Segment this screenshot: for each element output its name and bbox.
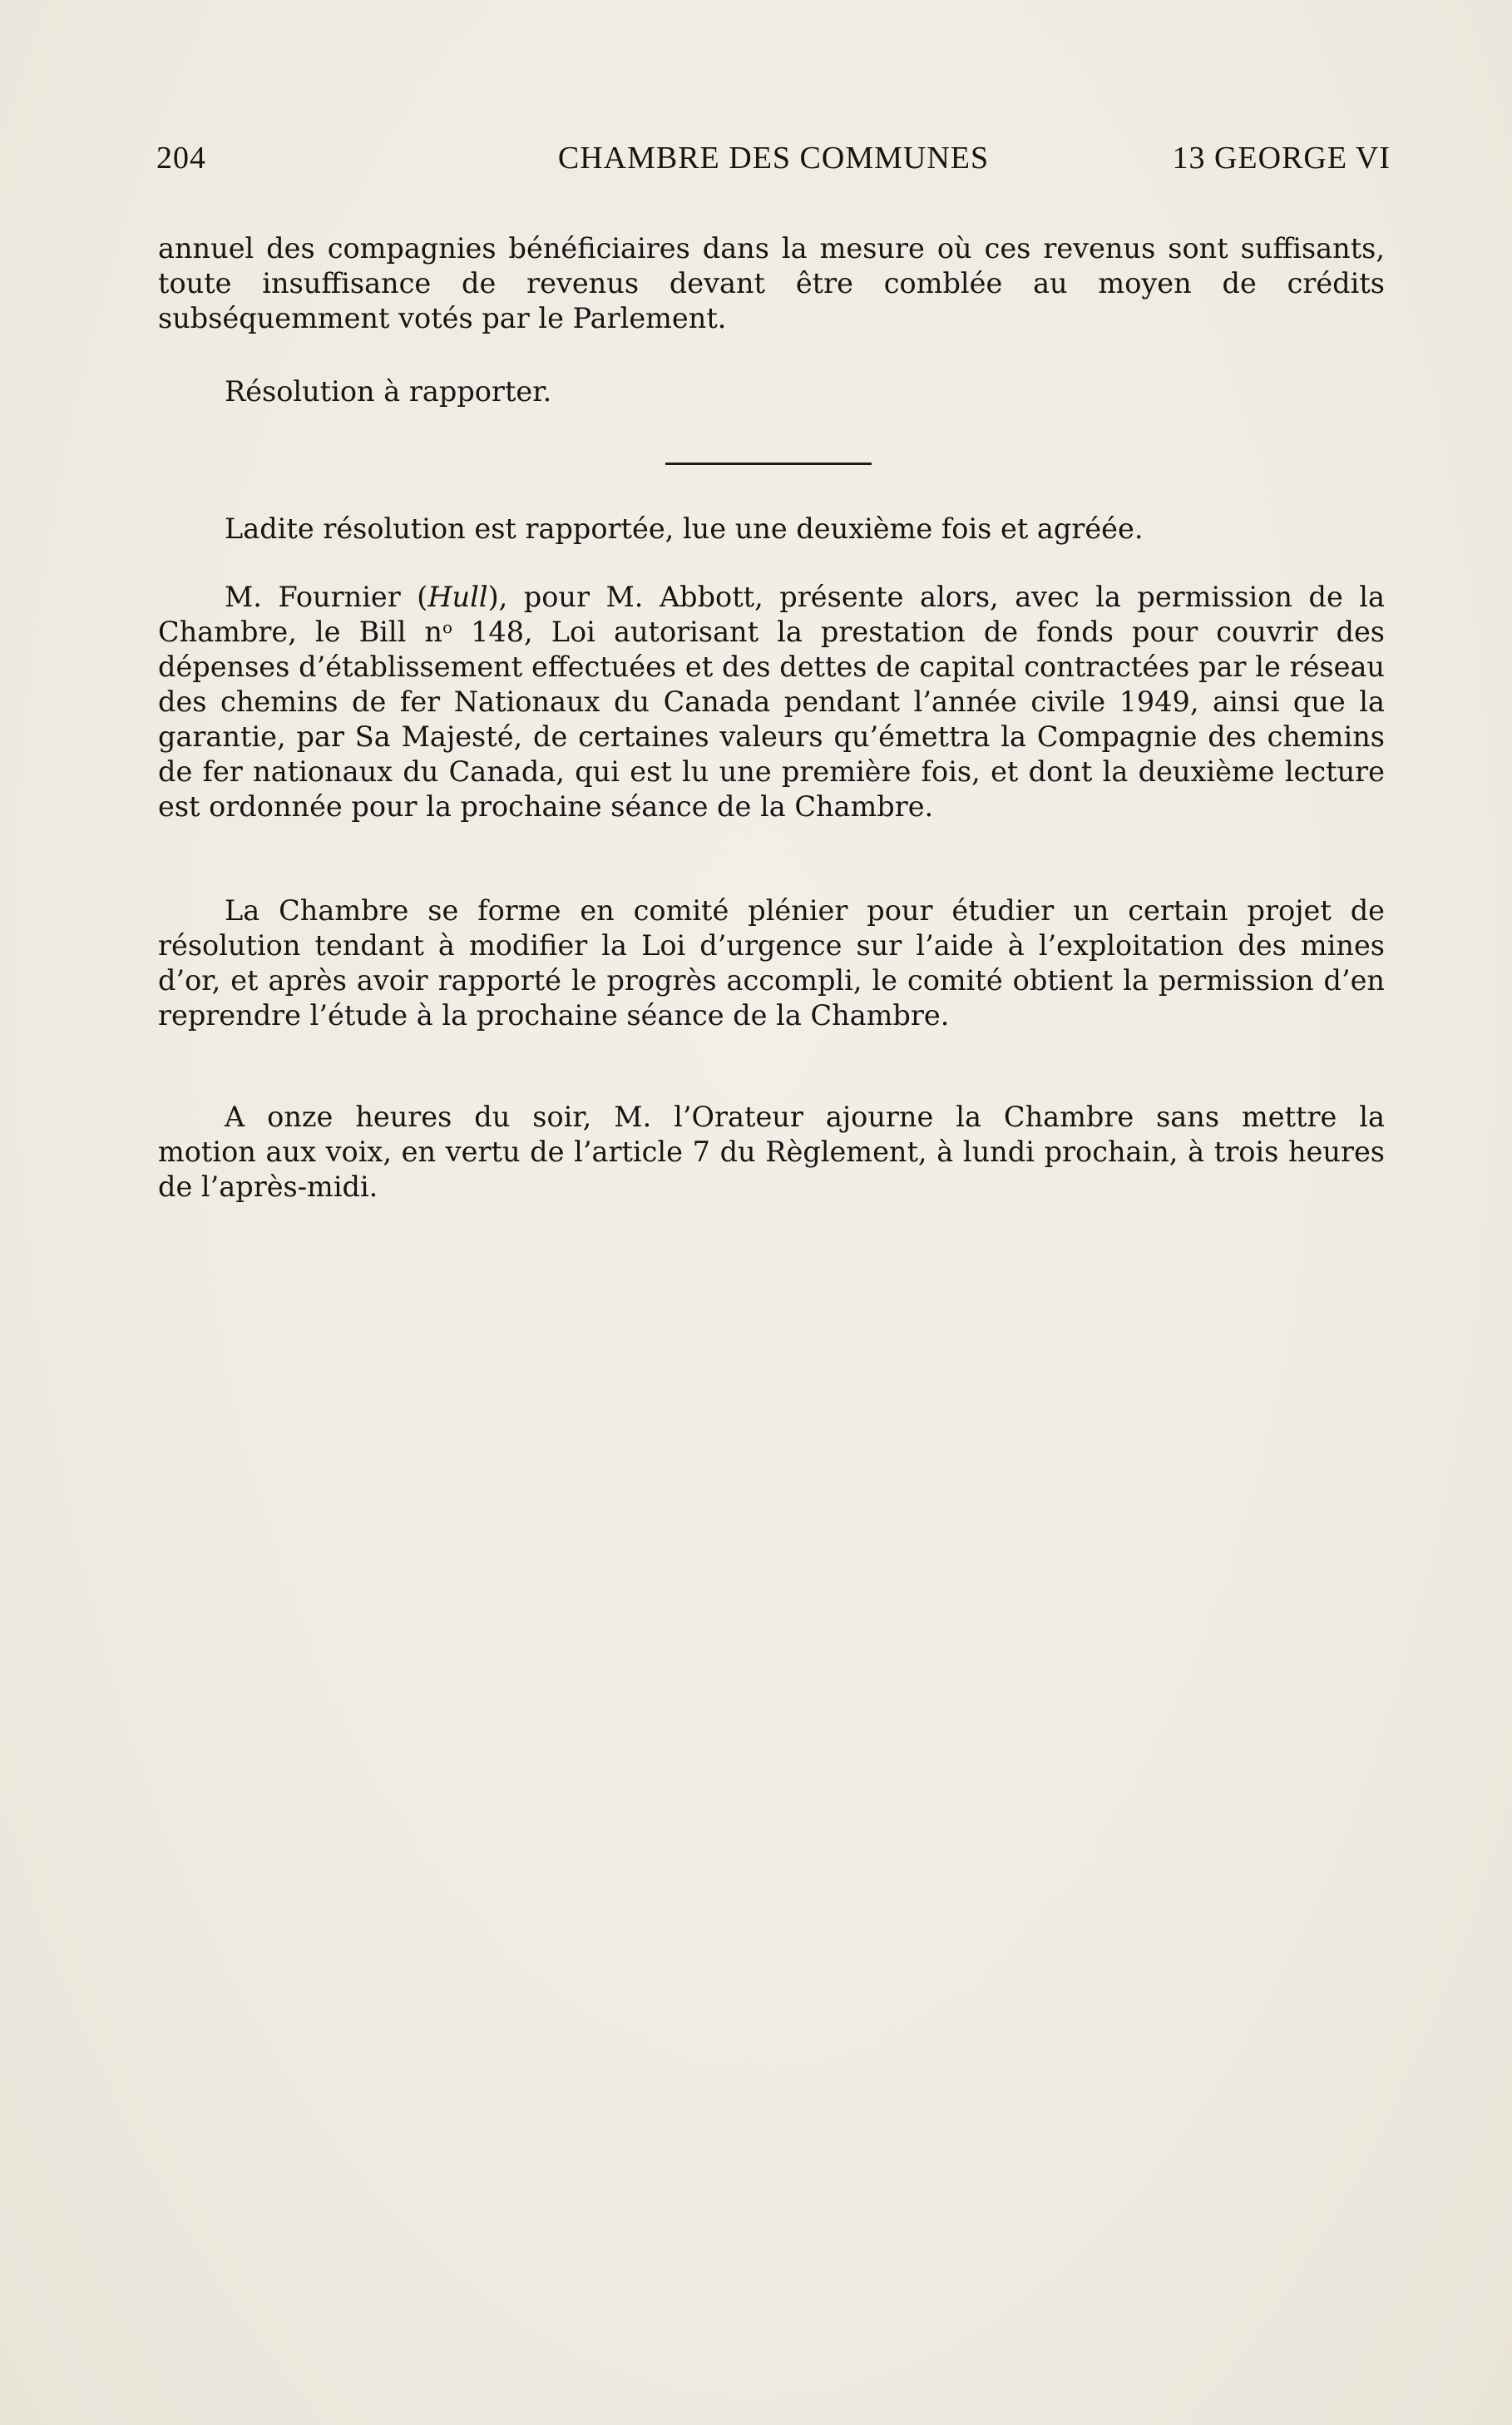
numero-superscript: o	[442, 617, 453, 637]
riding-name: Hull	[427, 581, 488, 613]
adjournment-first-line: A onze heures du soir, M. l’Orateur ajourne la Chambre sans mettre la	[225, 1101, 1385, 1133]
paragraph-resolution-adopted: Ladite résolution est rapportée, lue une deuxième fois et agréée.	[225, 512, 1144, 545]
page-number: 204	[156, 141, 206, 176]
bill-text-part: 148, Loi autorisant la prestation de fonds pour couvrir des dépenses d’établissement effectuées et des dettes de capital contractées par le réseau des chemins de fer Nationaux du Canada pendant l’année civile 1949, ainsi que la garantie, par Sa Majesté, de certaines valeurs qu’émettra la Compagnie des chemins de fer nationaux du Canada, qui est lu une première fois, et dont la deuxième lecture est ordonnée pour la prochaine séance de la Chambre.	[158, 616, 1386, 823]
page-header	[156, 140, 1391, 190]
paragraph-continuation: annuel des compagnies bénéficiaires dans la mesure où ces revenus sont suffisants, toute insuffisance de revenus devant être comblée au moyen de crédits subséquemment votés par le Parlement.	[158, 232, 1385, 334]
paragraph-adjournment	[158, 1100, 1385, 1205]
page-title: CHAMBRE DES COMMUNES	[557, 141, 990, 176]
paragraph-committee: La Chambre se forme en comité plénier pour étudier un certain projet de résolution tendant à modifier la Loi d’urgence sur l’aide à l’exploitation des mines d’or, et après avoir rapporté le progrès accompli, le comité obtient la permission d’en reprendre l’étude à la prochaine séance de la Chambre.	[158, 894, 1385, 1032]
paragraph-resolution-report: Résolution à rapporter.	[225, 375, 552, 408]
regnal-year: 13 GEORGE VI	[1172, 141, 1391, 176]
adjournment-rest: motion aux voix, en vertu de l’article 7 du Règlement, à lundi prochain, à trois heures de l’après-midi.	[158, 1136, 1385, 1203]
paragraph-bill-148	[158, 580, 1385, 824]
bill-text-part: ), pour M. Abbott, présente alors, avec la permission de la Chambre, le Bill n	[158, 581, 1385, 648]
bill-text-part: M. Fournier (	[225, 581, 428, 613]
section-divider	[665, 463, 872, 465]
